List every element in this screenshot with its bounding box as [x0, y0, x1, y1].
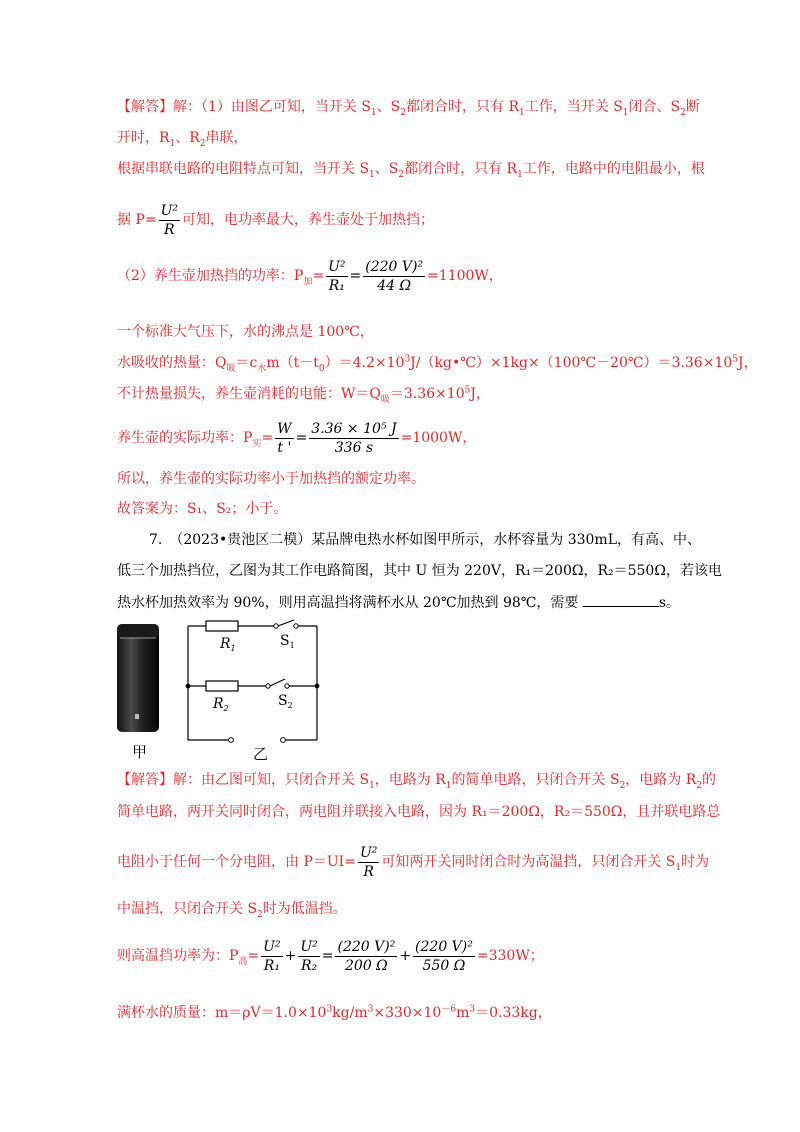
thermos-cup-image	[117, 624, 159, 732]
resistor-r2	[206, 681, 238, 691]
question7-line3: 热水杯加热效率为 90%，则用高温挡将满杯水从 20℃加热到 98℃，需要 s。	[117, 592, 680, 613]
switch-s2[interactable]	[270, 679, 285, 686]
label-r2: $R_2$	[213, 696, 229, 713]
label-yi: 乙	[253, 745, 269, 763]
answer1-line5: （2）养生壶加热挡的功率：$P_加=$ $\frac{\text{U²}}{\text{R₁}}$ = $\frac{\text{(220 V)²}}{44 \Omega}$ =1100W，	[117, 258, 503, 294]
answer1-line6: 一个标准大气压下，水的沸点是 100℃，	[117, 324, 374, 340]
label-s1: $S_1$	[280, 633, 295, 650]
circuit-diagram	[188, 620, 317, 740]
label-r1: $R_1$	[220, 636, 236, 653]
junction-right	[315, 684, 320, 689]
power-terminal-left	[229, 738, 234, 743]
label-jia: 甲	[132, 743, 148, 761]
answer-tag: 【解答】	[117, 99, 173, 115]
answer1-line11: 故答案为：S₁、S₂；小于。	[117, 501, 288, 517]
power-terminal-right	[281, 738, 286, 743]
answer1-line1: 【解答】解：（1）由图乙可知，当开关 $S_1$、$S_2$都闭合时，只有 $R_1$工作，当开关 $S_1$闭合、$S_2$断	[117, 99, 700, 118]
answer2-line6: 满杯水的质量：$m=\rho V=1.0\times 10^3kg/m^3\times 330\times 10^{-6}m^3=0.33kg$，	[117, 1004, 552, 1021]
resistor-r1	[206, 621, 238, 631]
answer-blank[interactable]	[583, 592, 659, 607]
answer1-line2: 开时，$R_1$、$R_2$串联，	[117, 130, 248, 149]
answer1-line3: 根据串联电路的电阻特点可知，当开关 $S_1$、$S_2$都闭合时，只有 $R_1$工作，电路中的电阻最小，根	[117, 161, 705, 180]
answer1-line8: 不计热量损失，养生壶消耗的电能：$W=Q_吸=3.36\times 10^5J$，	[117, 385, 490, 405]
question7-line2: 低三个加热挡位，乙图为其工作电路简图，其中 U 恒为 220V，R₁＝200Ω，R₂＝550Ω，若该电	[117, 563, 722, 579]
figure-area	[110, 618, 340, 768]
question7-line1: 7. （2023•贵池区二模）某品牌电热水杯如图甲所示，水杯容量为 330mL，有高、中、	[149, 532, 701, 548]
answer2-line5: 则高温挡功率为：$P_高=$ $\frac{\text{U²}}{\text{R₁}}$ + $\frac{\text{U²}}{\text{R₂}}$ = $\frac{\text{(220 V)²}}{200 \Omega}$ + $\frac{\text{(220 V)²}}{550 \Omega}$ =330W；	[117, 938, 544, 974]
junction-left	[186, 684, 191, 689]
answer1-line4: 据 P= $\frac{\text{U²}}{R}$ 可知，电功率最大，养生壶处于加热挡；	[117, 202, 435, 238]
answer2-line2: 简单电路，两开关同时闭合，两电阻并联接入电路，因为 R₁＝200Ω，R₂＝550Ω，且并联电路总	[117, 804, 721, 820]
answer1-line9: 养生壶的实际功率：$P_实=$ $\frac{W}{t '}$ = $\frac{\text{3.36 × 10⁵ J}}{336 s}$ =1000W，	[117, 420, 477, 456]
switch-s1[interactable]	[278, 620, 294, 626]
formula-fraction: $\frac{\text{U²}}{R}$	[160, 202, 179, 238]
label-s2: $S_2$	[278, 693, 293, 710]
answer2-line1: 【解答】解：由乙图可知，只闭合开关 $S_1$，电路为 $R_1$的简单电路，只闭合开关 $S_2$，电路为 $R_2$的	[117, 772, 717, 791]
answer1-line7: 水吸收的热量：$Q_吸=c_水m(t-t_0)=4.2\times 10^3J/(kg•℃)\times 1kg\times(100℃-20℃)=3.36\times 10^5J$，	[117, 354, 758, 374]
answer-tag: 【解答】	[117, 772, 173, 788]
answer2-line4: 中温挡，只闭合开关 $S_2$时为低温挡。	[117, 901, 347, 920]
answer1-line10: 所以，养生壶的实际功率小于加热挡的额定功率。	[117, 471, 425, 487]
answer2-line3: 电阻小于任何一个分电阻，由 P＝UI= $\frac{\text{U²}}{R}$ 可知两开关同时闭合时为高温挡，只闭合开关 $S_1$时为	[117, 844, 710, 880]
